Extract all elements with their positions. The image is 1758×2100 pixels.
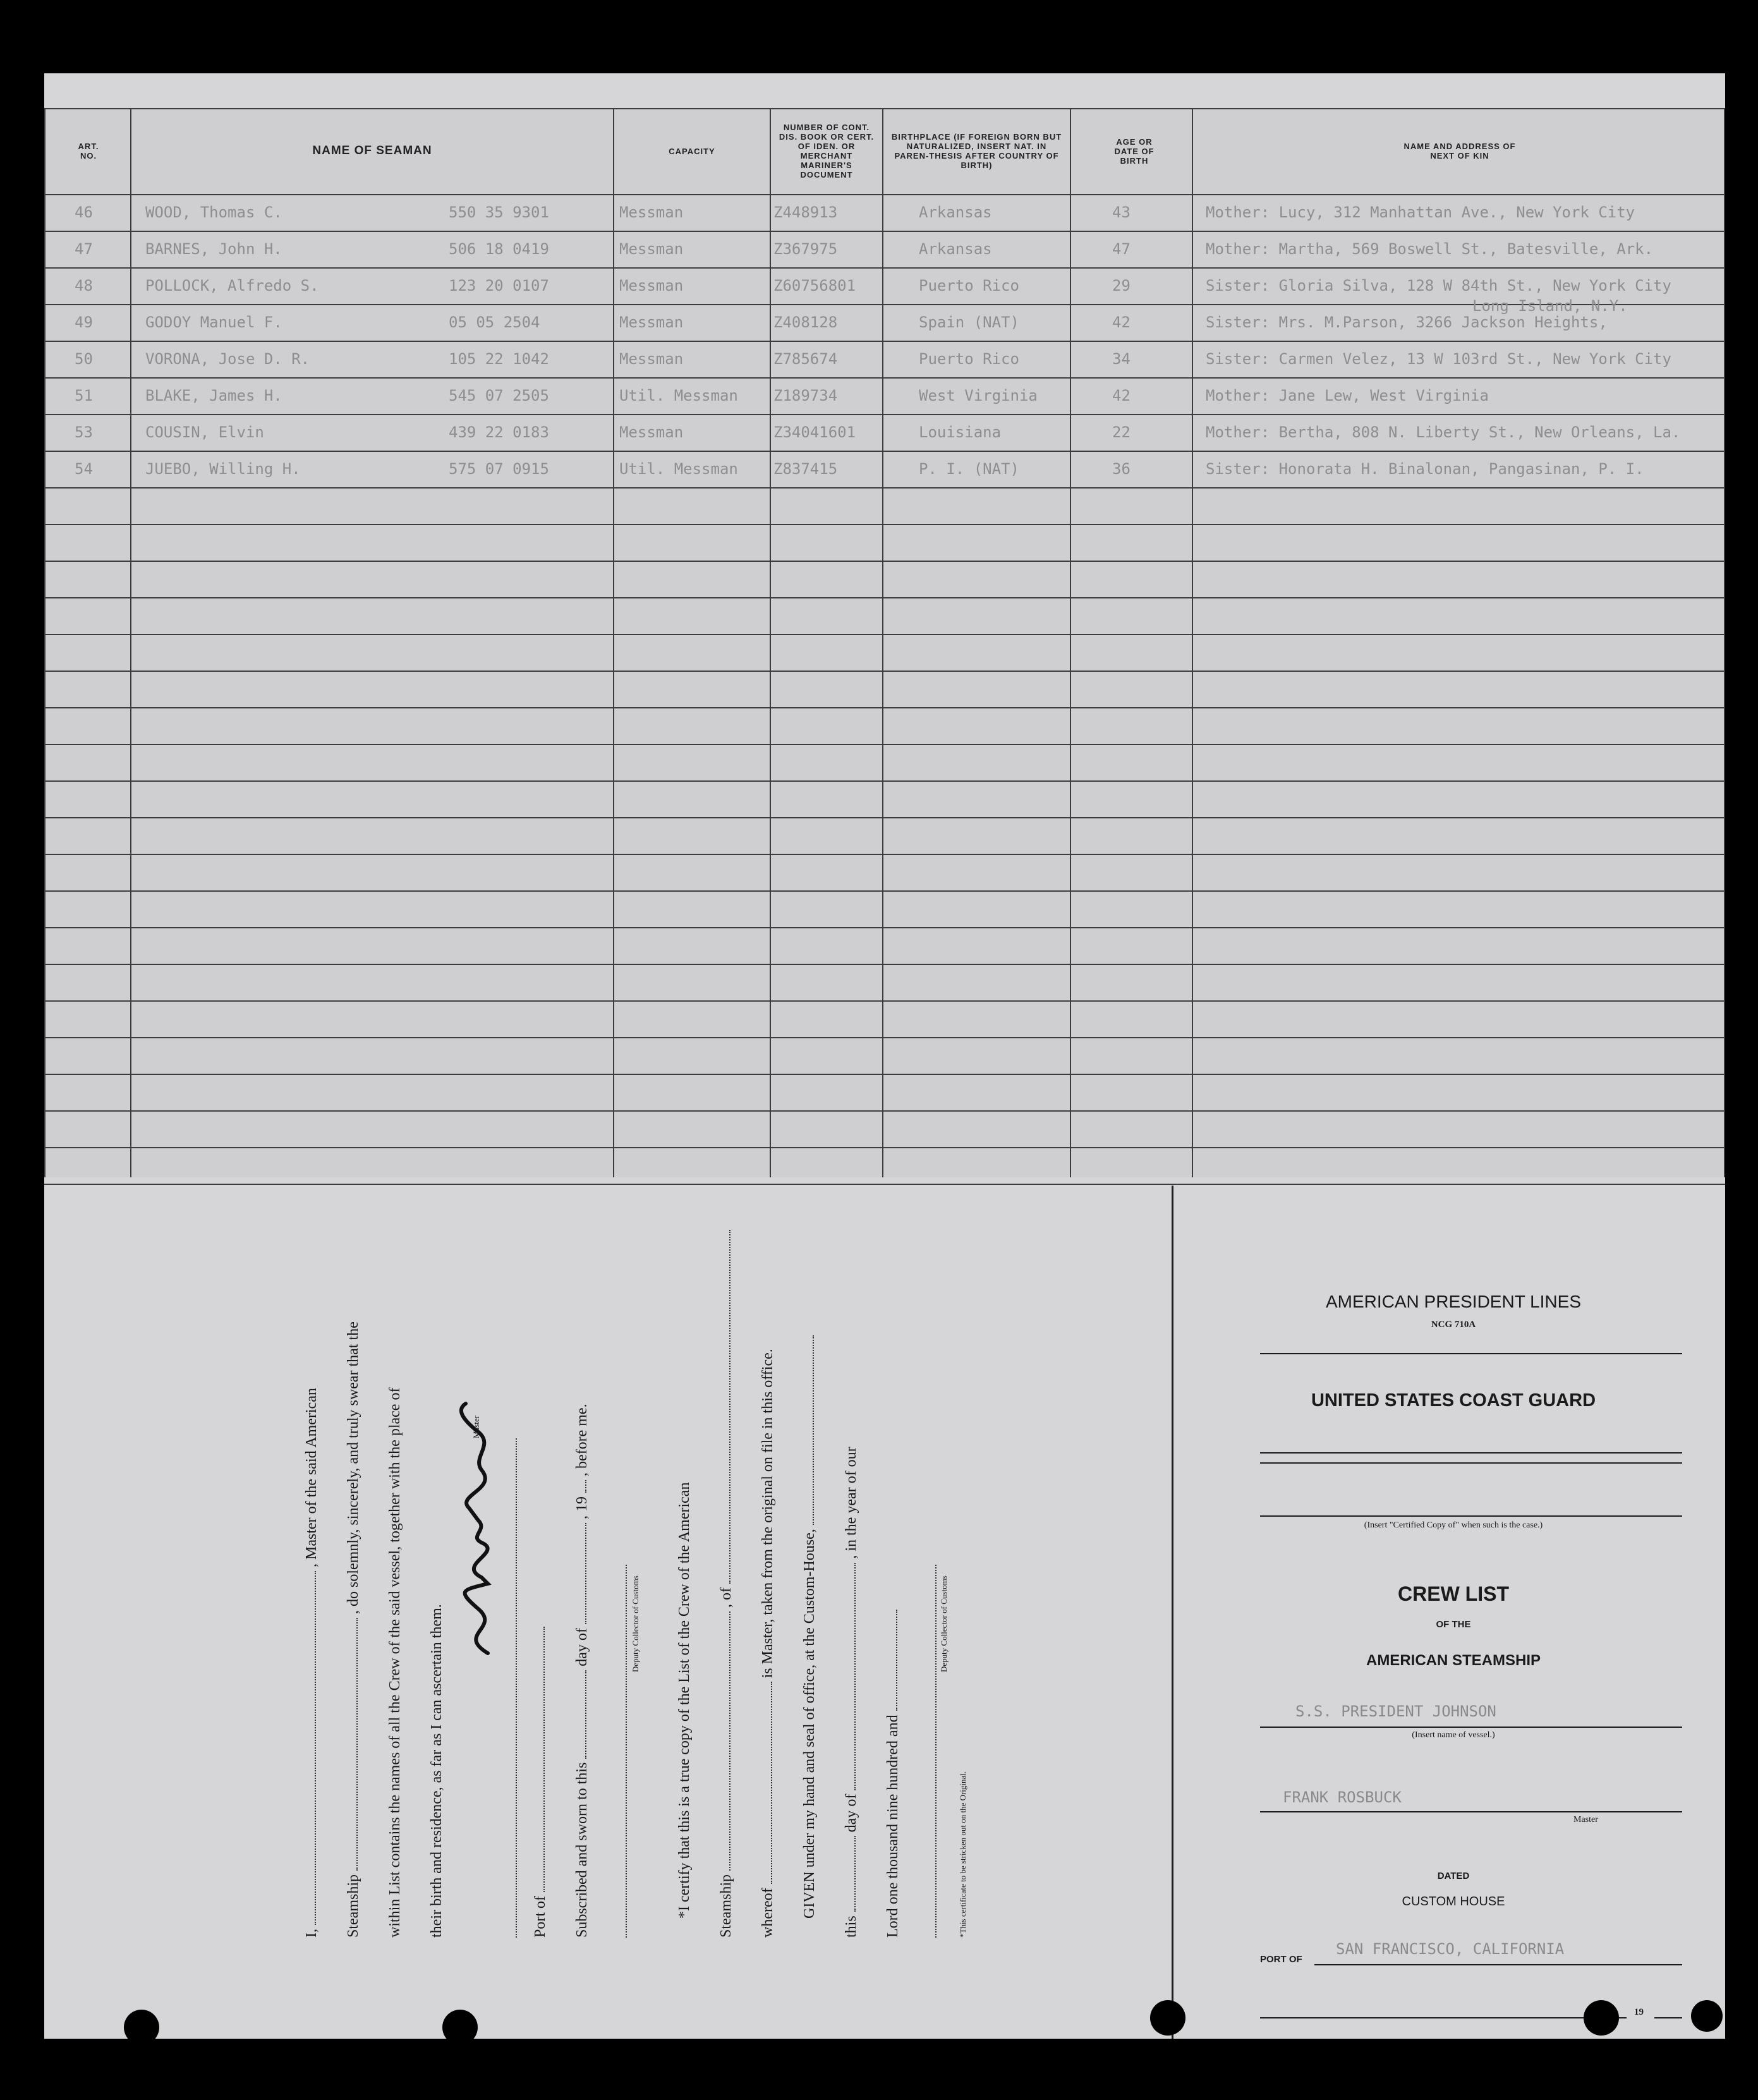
age-cell: 34: [1112, 350, 1131, 368]
table-row-rule: [44, 561, 1725, 562]
capacity-cell: Messman: [619, 423, 684, 441]
table-row-rule: [44, 267, 1725, 269]
oath-steamship: Steamship: [345, 1874, 361, 1938]
table-row-rule: [44, 451, 1725, 452]
oath-list-contains: within List contains the names of all the Crew of the said vessel, together with the place of: [387, 1387, 403, 1938]
next-of-kin-cell: Mother: Martha, 569 Boswell St., Batesville, Ark.: [1206, 240, 1654, 258]
art-no-cell: 50: [75, 350, 93, 368]
table-row-rule: [44, 634, 1725, 635]
of-the-label: OF THE: [1436, 1619, 1471, 1630]
certify-steamship: Steamship: [718, 1874, 734, 1938]
age-cell: 47: [1112, 240, 1131, 258]
table-row-rule: [44, 707, 1725, 708]
oath-master-label: Master: [471, 1415, 481, 1438]
ssn-cell: 05 05 2504: [449, 313, 540, 331]
panel-divider: [1172, 1186, 1173, 2039]
next-of-kin-cell: Sister: Carmen Velez, 13 W 103rd St., New York City: [1206, 350, 1671, 368]
table-row-rule: [44, 927, 1725, 928]
seaman-name-cell: COUSIN, Elvin: [145, 423, 264, 441]
table-row-rule: [44, 854, 1725, 855]
punch-hole: [442, 2010, 478, 2045]
custom-house-label: CUSTOM HOUSE: [1402, 1895, 1505, 1909]
crew-list-sheet: [44, 73, 1725, 2039]
document-number-cell: Z785674: [773, 350, 838, 368]
oath-master-of: , Master of the said American: [303, 1388, 320, 1567]
birthplace-cell: Louisiana: [919, 423, 1002, 441]
capacity-cell: Messman: [619, 313, 684, 331]
header-age: AGE OR DATE OF BIRTH: [1114, 137, 1155, 166]
capacity-cell: Util. Messman: [619, 387, 738, 404]
vessel-name-value: S.S. PRESIDENT JOHNSON: [1295, 1702, 1496, 1720]
port-of-label: PORT OF: [1260, 1954, 1302, 1965]
table-row-rule: [44, 1000, 1725, 1002]
port-of-value: SAN FRANCISCO, CALIFORNIA: [1336, 1940, 1565, 1958]
table-row-rule: [44, 1037, 1725, 1038]
capacity-cell: Messman: [619, 203, 684, 221]
seaman-name-cell: POLLOCK, Alfredo S.: [145, 277, 319, 294]
certify-deputy-collector: Deputy Collector of Customs: [939, 1575, 949, 1672]
art-no-cell: 46: [75, 203, 93, 221]
next-of-kin-cell: Sister: Mrs. M.Parson, 3266 Jackson Heights,: [1206, 313, 1608, 331]
certify-line-1: *I certify that this is a true copy of the List of the Crew of the American: [676, 1482, 693, 1919]
table-row-rule: [44, 780, 1725, 782]
table-row-rule: [44, 597, 1725, 598]
seaman-name-cell: GODOY Manuel F.: [145, 313, 282, 331]
birthplace-cell: Arkansas: [919, 240, 992, 258]
birthplace-cell: Spain (NAT): [919, 313, 1019, 331]
table-row-rule: [44, 817, 1725, 818]
next-of-kin-cell: Mother: Bertha, 808 N. Liberty St., New Orleans, La.: [1206, 423, 1681, 441]
crew-list-title: CREW LIST: [1398, 1582, 1509, 1605]
capacity-cell: Util. Messman: [619, 460, 738, 478]
table-row-rule: [44, 1074, 1725, 1075]
art-no-cell: 54: [75, 460, 93, 478]
ssn-cell: 123 20 0107: [449, 277, 549, 294]
oath-subscribed: Subscribed and sworn to this: [574, 1762, 590, 1938]
header-art-no: ART. NO.: [78, 142, 99, 161]
seaman-name-cell: BLAKE, James H.: [145, 387, 282, 404]
document-number-cell: Z367975: [773, 240, 838, 258]
certify-whereof: whereof: [760, 1888, 776, 1938]
cover-master-label: Master: [1573, 1815, 1598, 1824]
birthplace-cell: West Virginia: [919, 387, 1038, 404]
ssn-cell: 550 35 9301: [449, 203, 549, 221]
header-birthplace: BIRTHPLACE (IF FOREIGN BORN BUT NATURALIZED, INSERT NAT. IN PAREN-THESIS AFTER COUNTRY OF BIRTH): [891, 132, 1062, 170]
art-no-cell: 48: [75, 277, 93, 294]
next-of-kin-cell: Sister: Honorata H. Binalonan, Pangasinan, P. I.: [1206, 460, 1644, 478]
oath-day-of: day of: [574, 1628, 590, 1666]
next-of-kin-cell: Mother: Lucy, 312 Manhattan Ave., New York City: [1206, 203, 1635, 221]
form-number: NCG 710A: [1431, 1320, 1476, 1330]
table-row-rule: [44, 744, 1725, 745]
oath-port-of: Port of: [532, 1896, 549, 1938]
age-cell: 36: [1112, 460, 1131, 478]
next-of-kin-cell: Mother: Jane Lew, West Virginia: [1206, 387, 1489, 404]
certify-day-of: day of: [843, 1793, 859, 1833]
certify-lord: Lord one thousand nine hundred and: [885, 1715, 901, 1938]
birthplace-cell: Puerto Rico: [919, 277, 1019, 294]
ssn-cell: 545 07 2505: [449, 387, 549, 404]
agency-name: UNITED STATES COAST GUARD: [1311, 1390, 1596, 1411]
ssn-cell: 506 18 0419: [449, 240, 549, 258]
certificate-footnote: *This certificate to be stricken out on the Original.: [958, 1771, 967, 1938]
table-row-rule: [44, 194, 1725, 195]
vessel-name-note: (Insert name of vessel.): [1412, 1730, 1495, 1740]
age-cell: 42: [1112, 387, 1131, 404]
document-number-cell: Z837415: [773, 460, 838, 478]
table-row-rule: [44, 671, 1725, 672]
document-number-cell: Z60756801: [773, 277, 856, 294]
punch-hole: [1150, 2000, 1185, 2036]
oath-i: I,: [303, 1929, 320, 1938]
table-top-rule: [44, 108, 1725, 109]
header-name-of-seaman: NAME OF SEAMAN: [312, 144, 432, 157]
capacity-cell: Messman: [619, 350, 684, 368]
lower-section: [44, 1186, 1725, 2039]
header-capacity: CAPACITY: [669, 146, 715, 156]
table-row-rule: [44, 341, 1725, 342]
punch-hole: [1691, 2000, 1723, 2032]
age-cell: 29: [1112, 277, 1131, 294]
ssn-cell: 439 22 0183: [449, 423, 549, 441]
oath-birth-residence: their birth and residence, as far as I can ascertain them.: [428, 1604, 445, 1938]
crew-table: [44, 108, 1725, 1177]
seaman-name-cell: BARNES, John H.: [145, 240, 282, 258]
age-cell: 42: [1112, 313, 1131, 331]
document-number-cell: Z408128: [773, 313, 838, 331]
seaman-name-cell: VORONA, Jose D. R.: [145, 350, 310, 368]
birthplace-cell: P. I. (NAT): [919, 460, 1019, 478]
oath-swear: , do solemnly, sincerely, and truly swear that the: [345, 1321, 361, 1614]
oath-year: , 19: [574, 1496, 590, 1520]
table-row-rule: [44, 414, 1725, 415]
age-cell: 22: [1112, 423, 1131, 441]
seaman-name-cell: WOOD, Thomas C.: [145, 203, 282, 221]
age-cell: 43: [1112, 203, 1131, 221]
certify-this: this: [843, 1915, 859, 1938]
table-row-rule: [44, 1110, 1725, 1112]
art-no-cell: 47: [75, 240, 93, 258]
certify-of: , of: [718, 1587, 734, 1608]
punch-hole: [124, 2010, 159, 2045]
certify-year-of-our: , in the year of our: [843, 1447, 859, 1559]
oath-before-me: , before me.: [574, 1404, 590, 1477]
certified-copy-note: (Insert "Certified Copy of" when such is the case.): [1364, 1520, 1543, 1530]
certify-is-master: is Master, taken from the original on file in this office.: [760, 1349, 776, 1678]
art-no-cell: 49: [75, 313, 93, 331]
table-row-rule: [44, 890, 1725, 892]
next-of-kin-cell: Sister: Gloria Silva, 128 W 84th St., New York City: [1206, 277, 1671, 294]
table-row-rule: [44, 377, 1725, 379]
document-number-cell: Z34041601: [773, 423, 856, 441]
table-row-rule: [44, 487, 1725, 489]
capacity-cell: Messman: [619, 277, 684, 294]
birthplace-cell: Arkansas: [919, 203, 992, 221]
punch-hole: [1584, 2000, 1619, 2036]
document-number-cell: Z448913: [773, 203, 838, 221]
art-no-cell: 53: [75, 423, 93, 441]
oath-deputy-collector: Deputy Collector of Customs: [631, 1575, 640, 1672]
birthplace-cell: Puerto Rico: [919, 350, 1019, 368]
table-row-rule: [44, 964, 1725, 965]
certify-given: GIVEN under my hand and seal of office, at the Custom-House,: [801, 1529, 818, 1919]
american-steamship-label: AMERICAN STEAMSHIP: [1366, 1652, 1541, 1669]
art-no-cell: 51: [75, 387, 93, 404]
master-name-value: FRANK ROSBUCK: [1283, 1788, 1402, 1806]
next-of-kin-continuation: Long Island, N.Y.: [1472, 297, 1628, 315]
capacity-cell: Messman: [619, 240, 684, 258]
document-number-cell: Z189734: [773, 387, 838, 404]
seaman-name-cell: JUEBO, Willing H.: [145, 460, 301, 478]
year-label: 19: [1634, 2007, 1644, 2017]
ssn-cell: 575 07 0915: [449, 460, 549, 478]
header-next-of-kin: NAME AND ADDRESS OF NEXT OF KIN: [1403, 142, 1516, 161]
oath-certificate-block: [303, 1167, 979, 1938]
company-name: AMERICAN PRESIDENT LINES: [1325, 1292, 1582, 1311]
dated-label: DATED: [1437, 1871, 1470, 1881]
table-row-rule: [44, 524, 1725, 525]
ssn-cell: 105 22 1042: [449, 350, 549, 368]
header-document: NUMBER OF CONT. DIS. BOOK OR CERT. OF IDEN. OR MERCHANT MARINER'S DOCUMENT: [779, 123, 875, 179]
table-row-rule: [44, 1147, 1725, 1148]
table-row-rule: [44, 231, 1725, 232]
